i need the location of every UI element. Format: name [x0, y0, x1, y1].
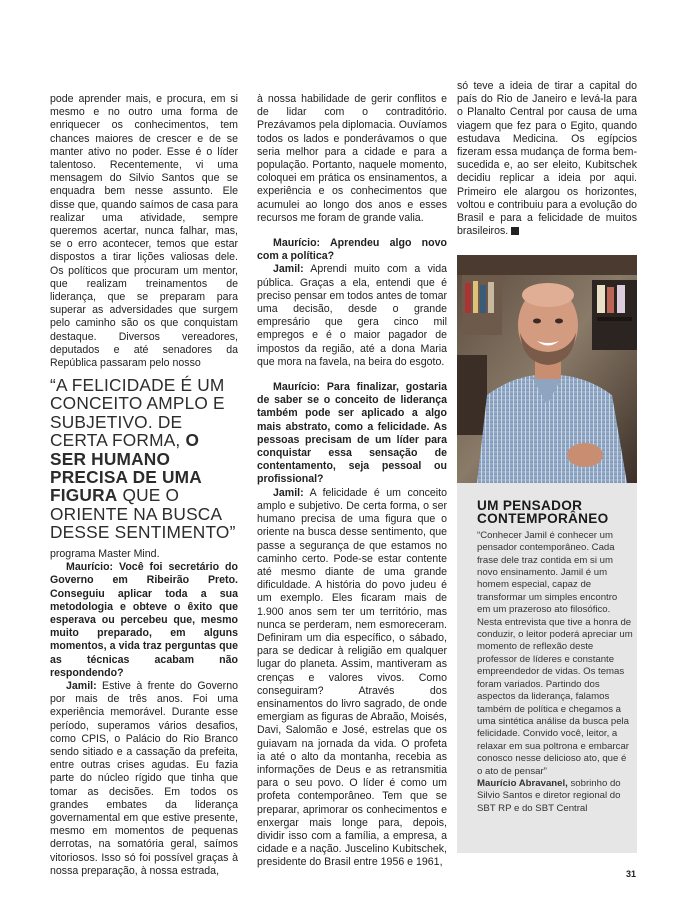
sidebar-title: UM PENSADOR CONTEMPORÂNEO — [477, 498, 609, 527]
credit-description: sobrinho do Silvio Santos e diretor regional do SBT RP e do SBT Central — [477, 777, 621, 814]
paragraph — [457, 80, 637, 238]
answer-text: A felicidade é um conceito amplo e subjetivo. De certa forma, o ser humano precisa de uma figura que o oriente na busca desse sentimento, que passe a segurança de que estamos no caminho certo. Pode-se estar contente até mesmo diante de uma grande dificuldade. A história do povo judeu é um exemplo. Eles ficaram mais de 1.900 anos sem ter um território, mas nunca se perderam, nem esmoreceram. Definiram um dia específico, o sábado, para se dedicar à religião em qualquer lugar do planeta. Assim, mantiveram as crenças e valores vivos. Como conseguiram? Através dos ensinamentos do livro sagrado, de onde emergiam as figuras de Abraão, Moisés, Davi, Salomão e José, estrelas que os guiavam na jornada da vida. O profeta ia até o alto da montanha, recebia as informações de Deus e as retransmitia para o seu povo. O líder é como um profeta contemporâneo. Tem que se preparar, aprimorar os conhecimentos e enxergar mais longe para, depois, dividir isso com a família, a empresa, a cidade e a nação. Juscelino Kubitschek, presidente do Brasil entre 1956 e 1961, — [257, 486, 447, 869]
article-column-3 — [457, 80, 637, 238]
pull-quote-highlight: O SER HUMANO PRECISA DE UMA FIGURA — [50, 430, 202, 506]
sidebar-body: “Conhecer Jamil é conhecer um pensador contemporâneo. Cada frase dele traz contida em si um novo ensinamento. Jamil é um homem especial, capaz de transformar um simples encontro em um prazeroso ato filosófico. Nesta entrevista que tive a honra de conduzir, o leitor poderá apreciar um momento de reflexão deste professor de líderes e constante empreendedor de vidas. Os temas foram variados. Partindo dos aspectos da liderança, falamos também de política e chegamos a uma sintética análise da busca pela felicidade. Convido você, leitor, a relaxar em sua poltrona e embarcar conosco nesse delicioso ato, que é o ato de pensar” — [477, 529, 633, 777]
pull-quote-text-end: QUE O ORIENTE NA BUSCA DESSE SENTIMENTO” — [50, 485, 236, 543]
answer-label: Jamil: — [273, 486, 304, 499]
answer-label: Jamil: — [273, 263, 304, 276]
sidebar-box — [457, 483, 637, 853]
answer-label: Jamil: — [66, 680, 97, 693]
pull-quote-text: “A FELICIDADE É UM CONCEITO AMPLO E SUBJETIVO. DE CERTA FORMA, — [50, 375, 225, 451]
article-column-1-lower — [50, 548, 238, 878]
sidebar-credit — [477, 778, 633, 815]
pull-quote — [50, 376, 240, 542]
portrait-photo — [457, 255, 637, 483]
answer-text: Estive à frente do Governo por mais de três anos. Foi uma experiência memorável. Durante esse período, superamos vários desafios, como CPIS, o Palácio do Rio Branco sendo sitiado e a cassação da prefeita, entre outras crises agudas. Eu fazia parte do núcleo rígido que tinha que tomar as decisões. Em todos os grandes embates da liderança governamental em que estive presente, mesmo em momentos de pequenas derrotas, na somatória geral, saímos vitoriosos. Isso só foi possível graças à nossa preparação, à nossa estrada, — [50, 680, 238, 877]
question-2: Maurício: Aprendeu algo novo com a política? — [257, 237, 447, 263]
answer-1 — [50, 680, 238, 878]
sidebar-content — [477, 499, 633, 815]
portrait-illustration — [457, 255, 637, 483]
paragraph: programa Master Mind. — [50, 548, 160, 560]
question-3: Maurício: Para finalizar, gostaria de saber se o conceito de liderança também pode ser aplicado a algo mais abstrato, como a felicidade. As pessoas precisam de um líder para conquistar essa sensação de contentamento, seja pessoal ou profissional? — [257, 381, 447, 486]
article-column-1 — [50, 93, 238, 370]
paragraph: pode aprender mais, e procura, em si mesmo e no outro uma forma de enriquecer os conhecimentos, tem chances maiores de crescer e de se manter ativo no poder. Esse é o líder talentoso. Recentemente, vi uma mensagem do Silvio Santos que se enquadra bem nesse assunto. Ele disse que, quando saímos de casa para realizar uma atividade, sempre queremos acertar, nunca falhar, mas, se o erro acontecer, temos que estar dispostos a tirar lições valiosas dele. Os políticos que procuram um mentor, que realizam treinamentos de liderança, que se preparam para superar as adversidades que surgem pelo caminho são os que conquistam destaque. Diversos vereadores, deputados e até senadores da República passaram pelo nosso — [50, 93, 238, 370]
paragraph-text: só teve a ideia de tirar a capital do país do Rio de Janeiro e levá-la para o Planalto Central por causa de uma viagem que fez para o Egito, quando estudava Medicina. Os egípcios fizeram essa mudança de forma bem-sucedida e, ao ser eleito, Kubitschek decidiu replicar a ideia por aqui. Primeiro ele alargou os horizontes, voltou e contribuiu para a evolução do Brasil e para a felicidade de muitos brasileiros. — [457, 80, 637, 238]
credit-name: Maurício Abravanel, — [477, 777, 568, 789]
answer-3 — [257, 487, 447, 870]
page-number: 31 — [626, 869, 637, 879]
article-column-2 — [257, 93, 447, 870]
answer-text: Aprendi muito com a vida pública. Graças a ela, entendi que é preciso pensar em todos antes de tomar uma decisão, desde o grande empresário que gera cinco mil empregos e é o maior pagador de impostos da região, até a dona Maria que mora na favela, na beira do esgoto. — [257, 263, 447, 368]
end-mark-icon — [511, 227, 519, 235]
question-1: Maurício: Você foi secretário do Governo em Ribeirão Preto. Conseguiu aplicar toda a sua metodologia e obteve o êxito que esperava ou percebeu que, mesmo muito preparado, em alguns momentos, a vida traz perguntas que as técnicas acabam não respondendo? — [50, 561, 238, 679]
answer-2 — [257, 263, 447, 369]
paragraph: à nossa habilidade de gerir conflitos e de lidar com o contraditório. Prezávamos pela diplomacia. Ouvíamos todos os lados e ponderávamos o que seria melhor para a cidade e para a população. Portanto, naquele momento, coloquei em prática os ensinamentos, a experiência e os conhecimentos que acumulei ao longo dos anos e esses recursos me foram de grande valia. — [257, 93, 447, 224]
